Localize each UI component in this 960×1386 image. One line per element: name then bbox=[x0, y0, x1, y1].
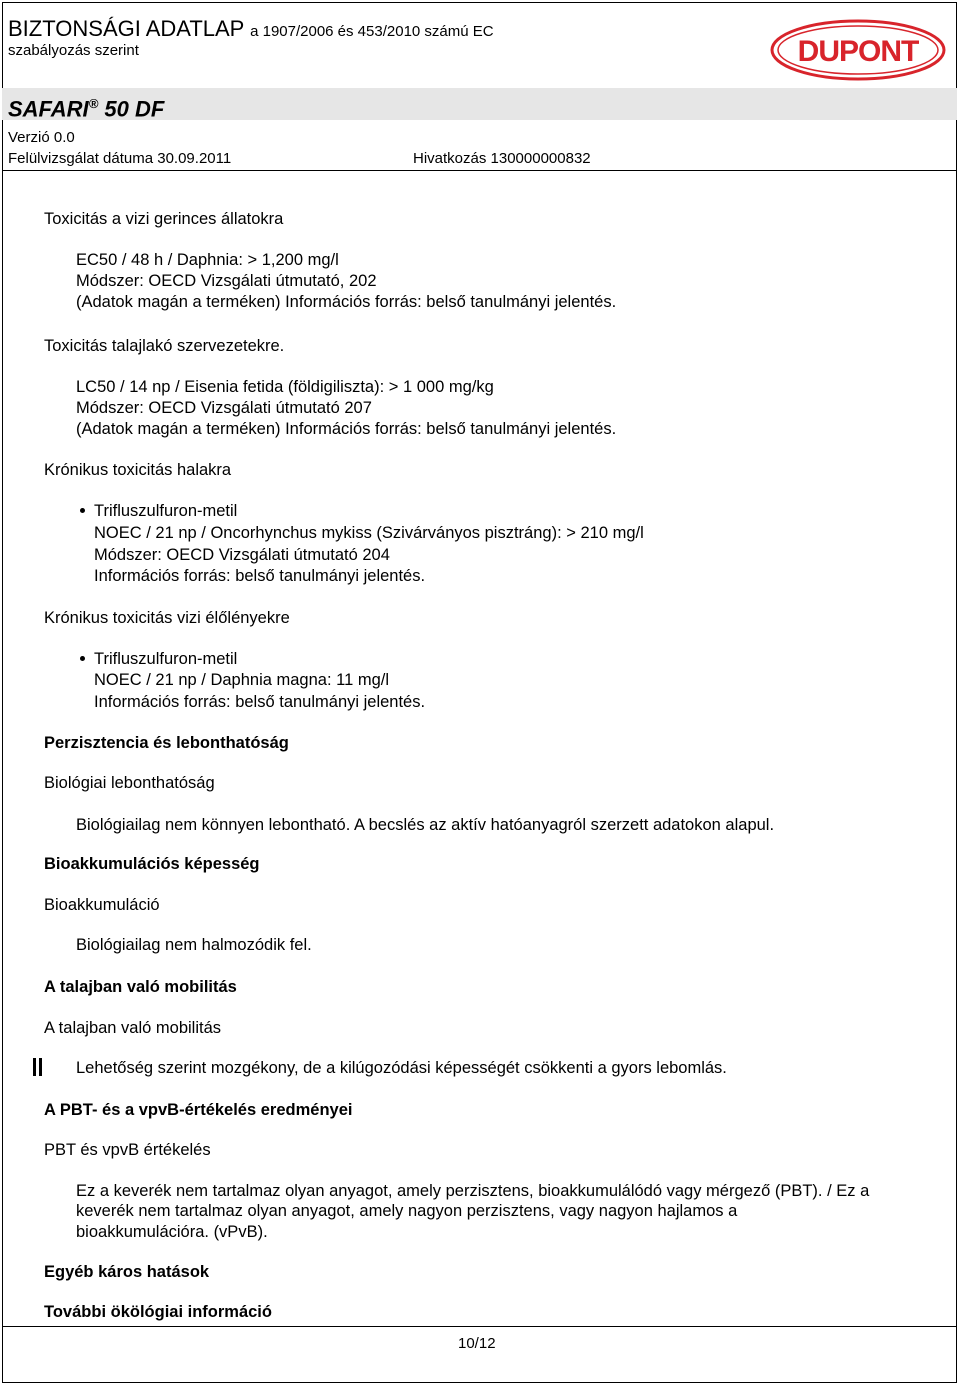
soil-line-1: LC50 / 14 np / Eisenia fetida (földigiliszta): > 1 000 mg/kg bbox=[76, 378, 494, 396]
pbt-line-1: Ez a keverék nem tartalmaz olyan anyagot, amely perzisztens, bioakkumulálódó vagy mérgező (PBT). / Ez a bbox=[76, 1182, 870, 1200]
mobility-text: Lehetőség szerint mozgékony, de a kilúgozódási képességét csökkenti a gyors lebomlás. bbox=[76, 1059, 727, 1077]
pbt-label: PBT és vpvB értékelés bbox=[44, 1141, 211, 1159]
biodeg-label: Biológiai lebonthatóság bbox=[44, 774, 215, 792]
pbt-line-2: keverék nem tartalmaz olyan anyagot, amely nagyon perzisztens, vagy nagyon hajlamos a bbox=[76, 1202, 738, 1220]
chronic-aquatic-substance: Trifluszulfuron-metil bbox=[94, 650, 238, 668]
aquatic-invert-line-2: Módszer: OECD Vizsgálati útmutató, 202 bbox=[76, 272, 377, 290]
aquatic-invert-heading: Toxicitás a vizi gerinces állatokra bbox=[44, 210, 284, 228]
title-sub: a 1907/2006 és 453/2010 számú EC bbox=[250, 23, 494, 40]
soil-line-3: (Adatok magán a terméken) Információs forrás: belső tanulmányi jelentés. bbox=[76, 420, 617, 438]
bioacc-label: Bioakkumuláció bbox=[44, 896, 160, 914]
pbt-line-3: bioakkumulációra. (vPvB). bbox=[76, 1223, 268, 1241]
header-rule bbox=[2, 170, 957, 171]
reference: Hivatkozás 130000000832 bbox=[413, 150, 591, 167]
chronic-fish-substance: Trifluszulfuron-metil bbox=[94, 502, 238, 520]
version: Verzió 0.0 bbox=[8, 129, 75, 146]
biodeg-text: Biológiailag nem könnyen lebontható. A becslés az aktív hatóanyagról szerzett adatokon alapul. bbox=[76, 816, 775, 834]
chronic-fish-line-1: NOEC / 21 np / Oncorhynchus mykiss (Szivárványos pisztráng): > 210 mg/l bbox=[94, 524, 644, 542]
bioacc-heading: Bioakkumulációs képesség bbox=[44, 855, 260, 873]
title-main: BIZTONSÁGI ADATLAP bbox=[8, 16, 244, 41]
title-line2: szabályozás szerint bbox=[8, 42, 139, 59]
registered-mark: ® bbox=[88, 96, 99, 111]
product-suffix: 50 DF bbox=[104, 96, 165, 122]
aquatic-invert-line-1: EC50 / 48 h / Daphnia: > 1,200 mg/l bbox=[76, 251, 339, 269]
footer-rule bbox=[2, 1326, 957, 1327]
chronic-fish-heading: Krónikus toxicitás halakra bbox=[44, 461, 232, 479]
page-number: 10/12 bbox=[458, 1335, 496, 1352]
chronic-aquatic-line-2: Információs forrás: belső tanulmányi jelentés. bbox=[94, 693, 426, 711]
dupont-logo bbox=[770, 19, 946, 81]
chronic-aquatic-heading: Krónikus toxicitás vizi élőlényekre bbox=[44, 609, 290, 627]
chronic-aquatic-line-1: NOEC / 21 np / Daphnia magna: 11 mg/l bbox=[94, 671, 390, 689]
mobility-label: A talajban való mobilitás bbox=[44, 1019, 222, 1037]
bullet-icon bbox=[80, 508, 85, 513]
bullet-icon bbox=[80, 656, 85, 661]
bioacc-text: Biológiailag nem halmozódik fel. bbox=[76, 936, 312, 954]
soil-heading: Toxicitás talajlakó szervezetekre. bbox=[44, 337, 285, 355]
pbt-heading: A PBT- és a vpvB-értékelés eredményei bbox=[44, 1101, 353, 1119]
chronic-fish-line-3: Információs forrás: belső tanulmányi jelentés. bbox=[94, 567, 426, 585]
other-effects-heading: Egyéb káros hatások bbox=[44, 1263, 210, 1281]
review-date: Felülvizsgálat dátuma 30.09.2011 bbox=[8, 150, 232, 167]
product-name bbox=[8, 91, 164, 122]
soil-line-2: Módszer: OECD Vizsgálati útmutató 207 bbox=[76, 399, 372, 417]
persistence-heading: Perzisztencia és lebonthatóság bbox=[44, 734, 289, 752]
product-name-text: SAFARI bbox=[8, 96, 89, 122]
change-bar-marker bbox=[39, 1058, 42, 1076]
svg-text:DUPONT: DUPONT bbox=[797, 35, 919, 68]
further-info-heading: További ökölógiai információ bbox=[44, 1303, 272, 1321]
mobility-heading: A talajban való mobilitás bbox=[44, 978, 237, 996]
aquatic-invert-line-3: (Adatok magán a terméken) Információs forrás: belső tanulmányi jelentés. bbox=[76, 293, 617, 311]
change-bar-marker bbox=[33, 1058, 36, 1076]
chronic-fish-line-2: Módszer: OECD Vizsgálati útmutató 204 bbox=[94, 546, 390, 564]
